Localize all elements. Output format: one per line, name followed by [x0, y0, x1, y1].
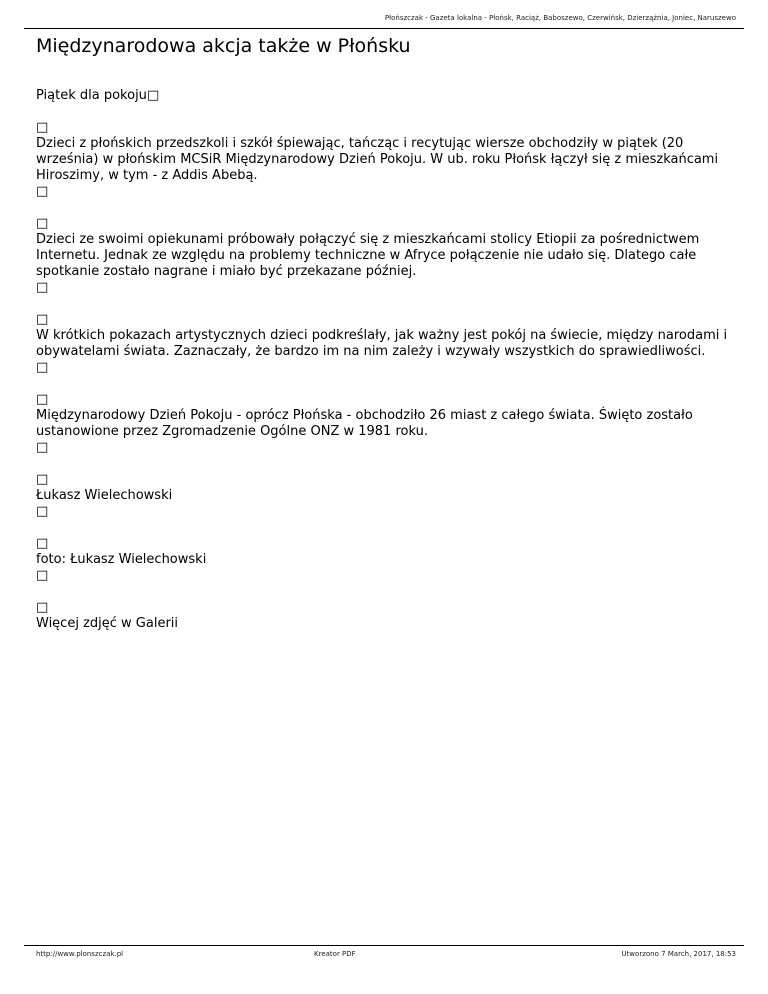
paragraph-block [36, 216, 736, 296]
missing-glyph-icon: □ [36, 280, 49, 295]
missing-glyph-icon: □ [36, 472, 49, 487]
page-header [24, 12, 744, 29]
footer-generator: Kreator PDF [314, 950, 356, 958]
missing-glyph-icon: □ [36, 440, 49, 455]
photo-credit: foto: Łukasz Wielechowski [36, 552, 207, 567]
missing-glyph-icon: □ [36, 120, 49, 135]
missing-glyph-icon: □ [36, 184, 49, 199]
paragraph-block [36, 312, 736, 376]
missing-glyph-icon: □ [36, 568, 49, 583]
article-body [36, 88, 736, 632]
missing-glyph-icon: □ [36, 504, 49, 519]
missing-glyph-icon: □ [36, 600, 49, 615]
paragraph-block [36, 120, 736, 200]
footer-url: http://www.plonszczak.pl [36, 950, 124, 958]
paragraph-text: W krótkich pokazach artystycznych dzieci podkreślały, jak ważny jest pokój na świecie, między narodami i obywatelami świata. Zaznaczały, że bardzo im na nim zależy i wzywały wszystkich do sprawiedliwości. [36, 328, 728, 359]
missing-glyph-icon: □ [146, 88, 160, 103]
author-name: Łukasz Wielechowski [36, 488, 173, 503]
missing-glyph-icon: □ [36, 392, 49, 407]
gallery-note: Więcej zdjęć w Galerii [36, 616, 179, 631]
article-subtitle-text: Piątek dla pokoju [36, 88, 147, 103]
gallery-block [36, 600, 736, 632]
paragraph-block [36, 392, 736, 456]
missing-glyph-icon: □ [36, 360, 49, 375]
author-block [36, 472, 736, 520]
site-tagline: Płońszczak - Gazeta lokalna - Płońsk, Raciąż, Baboszewo, Czerwińsk, Dzierzążnia, Joniec, Naruszewo [384, 14, 736, 22]
missing-glyph-icon: □ [36, 312, 49, 327]
missing-glyph-icon: □ [36, 216, 49, 231]
photo-credit-block [36, 536, 736, 584]
paragraph-text: Międzynarodowy Dzień Pokoju - oprócz Płońska - obchodziło 26 miast z całego świata. Święto zostało ustanowione przez Zgromadzenie Ogólne ONZ w 1981 roku. [36, 408, 693, 439]
paragraph-text: Dzieci z płońskich przedszkoli i szkół śpiewając, tańcząc i recytując wiersze obchodziły w piątek (20 września) w płońskim MCSiR Międzynarodowy Dzień Pokoju. W ub. roku Płońsk łączył się z mieszkańcami Hiroszimy, w tym - z Addis Abebą. [36, 136, 719, 183]
missing-glyph-icon: □ [36, 536, 49, 551]
article-title: Międzynarodowa akcja także w Płońsku [36, 35, 411, 57]
article-subtitle [36, 88, 736, 104]
page-footer [24, 945, 744, 960]
footer-created-date: Utworzono 7 March, 2017, 18:53 [621, 950, 736, 958]
paragraph-text: Dzieci ze swoimi opiekunami próbowały połączyć się z mieszkańcami stolicy Etiopii za pośrednictwem Internetu. Jednak ze względu na problemy techniczne w Afryce połączenie nie udało się. Dlatego całe spotkanie zostało nagrane i miało być przekazane później. [36, 232, 700, 279]
